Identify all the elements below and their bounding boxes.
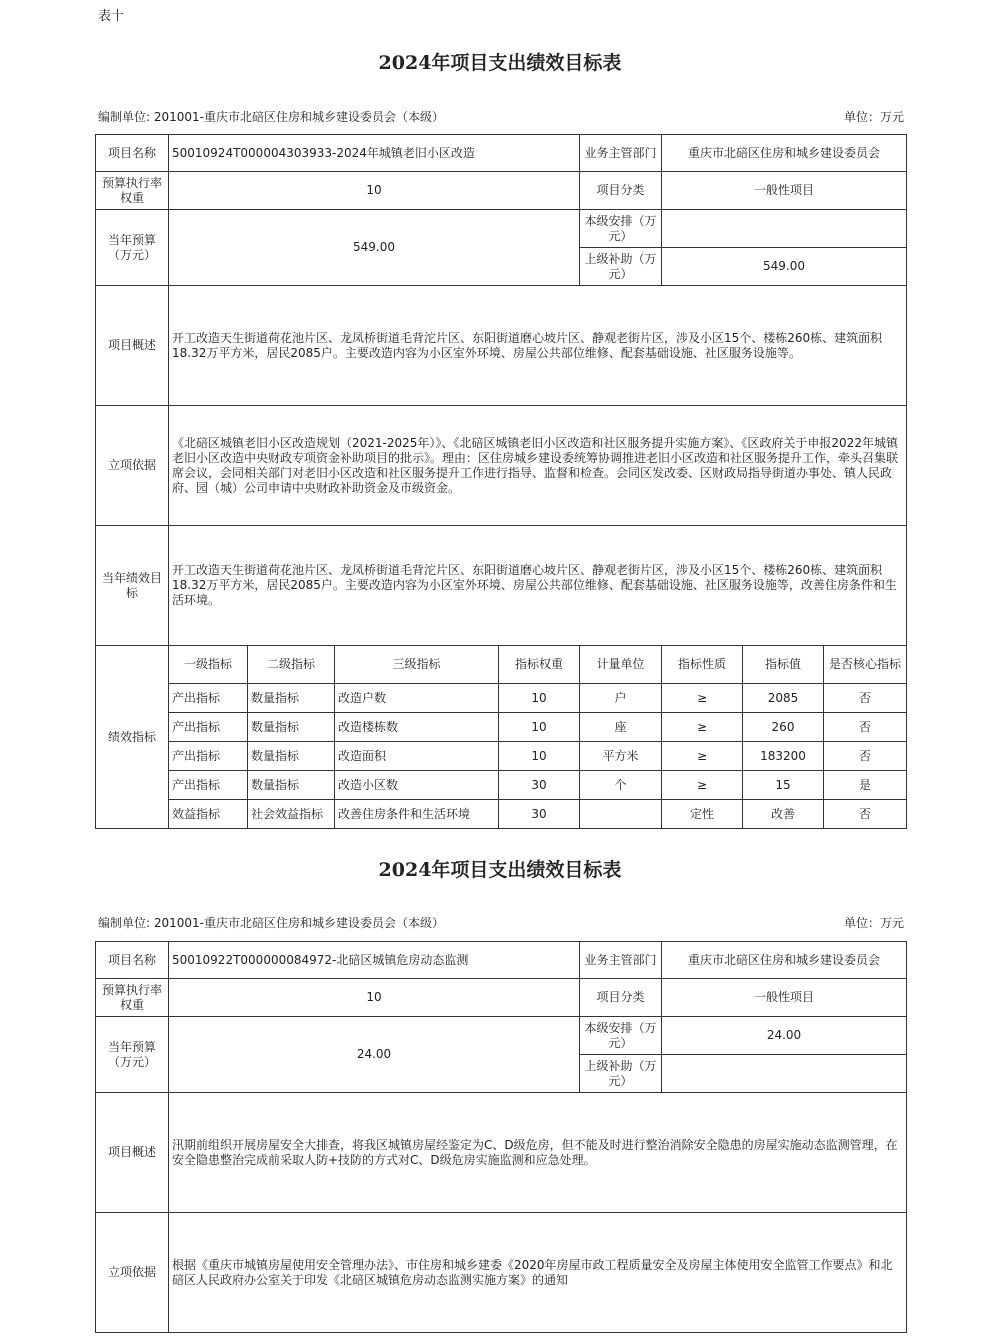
table-row (96, 713, 907, 742)
basis-text: 根据《重庆市城镇房屋使用安全管理办法》、市住房和城乡建委《2020年房屋市政工程质量安全及房屋主体使用安全监管工作要点》和北碚区人民政府办公室关于印发《北碚区城镇危房动态监测实施方案》的通知 (169, 1213, 907, 1333)
unit-label: 单位：万元 (843, 110, 904, 124)
org-label: 编制单位: 201001-重庆市北碚区住房和城乡建设委员会（本级） (98, 916, 444, 930)
performance-table-2 (95, 941, 907, 1333)
superior-value: 549.00 (662, 248, 907, 286)
weight-label: 预算执行率权重 (96, 979, 169, 1017)
indicator-level3: 改造楼栋数 (335, 713, 499, 742)
project-name-value: 50010924T000004303933-2024年城镇老旧小区改造 (169, 135, 580, 172)
local-value: 24.00 (662, 1017, 907, 1055)
indicator-header: 是否核心指标 (824, 646, 907, 684)
indicator-level3: 改造小区数 (335, 771, 499, 800)
indicator-value: 2085 (743, 684, 824, 713)
indicator-nature: ≥ (662, 742, 743, 771)
indicator-weight: 10 (499, 742, 580, 771)
indicator-level1: 产出指标 (169, 713, 248, 742)
indicators-label: 绩效指标 (96, 646, 169, 829)
table-row (96, 684, 907, 713)
indicator-nature: 定性 (662, 800, 743, 829)
indicator-core: 否 (824, 742, 907, 771)
indicator-level2: 数量指标 (248, 742, 335, 771)
indicator-level3: 改造面积 (335, 742, 499, 771)
category-label: 项目分类 (580, 172, 662, 210)
indicator-nature: ≥ (662, 684, 743, 713)
overview-text: 汛期前组织开展房屋安全大排查，将我区城镇房屋经鉴定为C、D级危房，但不能及时进行整治消除安全隐患的房屋实施动态监测管理，在安全隐患整治完成前采取人防+技防的方式对C、D级危房实施监测和应急处理。 (169, 1093, 907, 1213)
indicator-level1: 产出指标 (169, 771, 248, 800)
goal-label: 当年绩效目标 (96, 526, 169, 646)
indicator-level1: 效益指标 (169, 800, 248, 829)
indicator-unit: 平方米 (580, 742, 662, 771)
category-value: 一般性项目 (662, 172, 907, 210)
goal-text: 开工改造天生街道荷花池片区、龙凤桥街道毛背沱片区、东阳街道磨心坡片区、静观老街片区，涉及小区15个、楼栋260栋、建筑面积18.32万平方米，居民2085户。主要改造内容为小区室外环境、房屋公共部位维修、配套基础设施、社区服务设施等，改善住房条件和生活环境。 (169, 526, 907, 646)
indicator-level2: 数量指标 (248, 771, 335, 800)
performance-table (95, 134, 907, 829)
overview-label: 项目概述 (96, 1093, 169, 1213)
dept-value: 重庆市北碚区住房和城乡建设委员会 (662, 942, 907, 979)
superior-value (662, 1055, 907, 1093)
dept-label: 业务主管部门 (580, 942, 662, 979)
indicator-weight: 10 (499, 684, 580, 713)
indicator-header: 二级指标 (248, 646, 335, 684)
budget-label: 当年预算（万元） (96, 210, 169, 286)
project-name-label: 项目名称 (96, 942, 169, 979)
budget-value: 24.00 (169, 1017, 580, 1093)
indicator-level1: 产出指标 (169, 684, 248, 713)
indicator-core: 否 (824, 800, 907, 829)
indicator-header: 计量单位 (580, 646, 662, 684)
dept-value: 重庆市北碚区住房和城乡建设委员会 (662, 135, 907, 172)
unit-label: 单位：万元 (843, 916, 904, 930)
indicator-weight: 10 (499, 713, 580, 742)
indicator-unit (580, 800, 662, 829)
superior-label: 上级补助（万元） (580, 248, 662, 286)
indicator-core: 是 (824, 771, 907, 800)
category-value: 一般性项目 (662, 979, 907, 1017)
category-label: 项目分类 (580, 979, 662, 1017)
indicator-header: 指标性质 (662, 646, 743, 684)
basis-text: 《北碚区城镇老旧小区改造规划（2021-2025年）》、《北碚区城镇老旧小区改造和社区服务提升实施方案》、《区政府关于申报2022年城镇老旧小区改造中央财政专项资金补助项目的批示》。理由：区住房城乡建设委统筹协调推进老旧小区改造和社区服务提升工作，牵头召集联席会议，会同相关部门对老旧小区改造和社区服务提升工作进行指导、监督和检查。会同区发改委、区财政局指导街道办事处、镇人民政府、园（城）公司申请中央财政补助资金及市级资金。 (169, 406, 907, 526)
overview-label: 项目概述 (96, 286, 169, 406)
indicator-unit: 座 (580, 713, 662, 742)
indicator-level1: 产出指标 (169, 742, 248, 771)
table-row (96, 771, 907, 800)
weight-value: 10 (169, 172, 580, 210)
indicator-level2: 数量指标 (248, 684, 335, 713)
indicator-level3: 改造户数 (335, 684, 499, 713)
indicator-core: 否 (824, 713, 907, 742)
superior-label: 上级补助（万元） (580, 1055, 662, 1093)
table-row (96, 742, 907, 771)
org-label: 编制单位: 201001-重庆市北碚区住房和城乡建设委员会（本级） (98, 110, 444, 124)
local-value (662, 210, 907, 248)
indicator-weight: 30 (499, 771, 580, 800)
basis-label: 立项依据 (96, 1213, 169, 1333)
table-row (96, 800, 907, 829)
basis-label: 立项依据 (96, 406, 169, 526)
weight-value: 10 (169, 979, 580, 1017)
indicator-level3: 改善住房条件和生活环境 (335, 800, 499, 829)
indicator-header: 指标值 (743, 646, 824, 684)
indicator-weight: 30 (499, 800, 580, 829)
local-label: 本级安排（万元） (580, 210, 662, 248)
project-name-value: 50010922T000000084972-北碚区城镇危房动态监测 (169, 942, 580, 979)
page-title-2: 2024年项目支出绩效目标表 (378, 859, 622, 881)
indicator-header: 一级指标 (169, 646, 248, 684)
indicator-header: 三级指标 (335, 646, 499, 684)
indicator-value: 15 (743, 771, 824, 800)
indicator-value: 260 (743, 713, 824, 742)
project-name-label: 项目名称 (96, 135, 169, 172)
page-title: 2024年项目支出绩效目标表 (378, 52, 622, 74)
indicator-value: 183200 (743, 742, 824, 771)
indicator-unit: 个 (580, 771, 662, 800)
dept-label: 业务主管部门 (580, 135, 662, 172)
budget-label: 当年预算（万元） (96, 1017, 169, 1093)
indicator-nature: ≥ (662, 771, 743, 800)
indicator-level2: 数量指标 (248, 713, 335, 742)
overview-text: 开工改造天生街道荷花池片区、龙凤桥街道毛背沱片区、东阳街道磨心坡片区、静观老街片区，涉及小区15个、楼栋260栋、建筑面积18.32万平方米，居民2085户。主要改造内容为小区室外环境、房屋公共部位维修、配套基础设施、社区服务设施等。 (169, 286, 907, 406)
indicator-nature: ≥ (662, 713, 743, 742)
indicator-core: 否 (824, 684, 907, 713)
table-number-label: 表十 (98, 9, 125, 24)
indicator-value: 改善 (743, 800, 824, 829)
budget-value: 549.00 (169, 210, 580, 286)
local-label: 本级安排（万元） (580, 1017, 662, 1055)
indicator-header: 指标权重 (499, 646, 580, 684)
indicator-level2: 社会效益指标 (248, 800, 335, 829)
indicator-unit: 户 (580, 684, 662, 713)
weight-label: 预算执行率权重 (96, 172, 169, 210)
